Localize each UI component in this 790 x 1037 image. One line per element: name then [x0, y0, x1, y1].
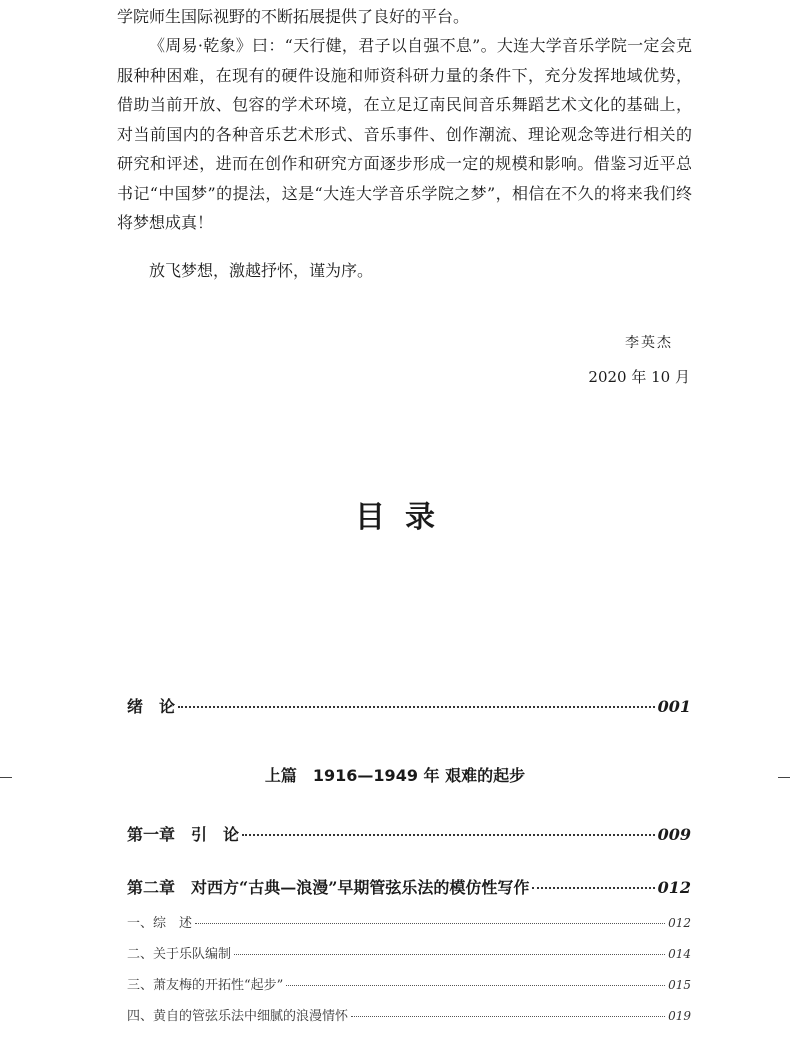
toc-page-number: 001 [657, 697, 691, 716]
toc-entry-chapter-1[interactable] [127, 822, 691, 845]
toc-leader-dots [286, 985, 665, 986]
toc-entry-section[interactable] [127, 974, 691, 993]
preface-paragraph-2: 《周易·乾象》曰：“天行健，君子以自强不息”。大连大学音乐学院一定会克服种种困难，在现有的硬件设施和师资科研力量的条件下，充分发挥地域优势，借助当前开放、包容的学术环境，在立足辽南民间音乐舞蹈艺术文化的基础上，对当前国内的各种音乐艺术形式、音乐事件、创作潮流、理论观念等进行相关的研究和评述，进而在创作和研究方面逐步形成一定的规模和影响。借鉴习近平总书记“中国梦”的提法，这是“大连大学音乐学院之梦”，相信在不久的将来我们终将梦想成真！ [117, 36, 692, 232]
toc-entry-label: 绪 论 [127, 697, 176, 716]
preface-date: 2020 年 10 月 [588, 368, 690, 386]
crop-mark-right [778, 777, 790, 778]
toc-page-number: 015 [668, 978, 691, 992]
preface-paragraph-3: 放飞梦想，激越抒怀，谨为序。 [149, 261, 374, 280]
toc-entry-label: 第二章 对西方“古典—浪漫”早期管弦乐法的模仿性写作 [127, 878, 530, 897]
toc-entry-label: 三、萧友梅的开拓性“起步” [127, 978, 284, 993]
toc-leader-dots [178, 706, 655, 708]
toc-leader-dots [532, 887, 654, 889]
toc-entry-section[interactable] [127, 1005, 691, 1024]
toc-page-number: 019 [668, 1009, 691, 1023]
toc-entry-chapter-2[interactable] [127, 875, 691, 898]
toc-entry-label: 第一章 引 论 [127, 825, 240, 844]
toc-leader-dots [234, 954, 665, 955]
part-heading: 上篇 1916—1949 年 艰难的起步 [264, 766, 526, 785]
toc-page-number: 014 [668, 947, 691, 961]
toc-entry-section[interactable] [127, 912, 691, 931]
toc-leader-dots [351, 1016, 665, 1017]
toc-page-number: 012 [657, 878, 691, 897]
toc-page-number: 012 [668, 916, 691, 930]
toc-entry-label: 四、黄自的管弦乐法中细腻的浪漫情怀 [127, 1009, 349, 1024]
toc-leader-dots [195, 923, 665, 924]
preface-paragraph-1: 学院师生国际视野的不断拓展提供了良好的平台。 [117, 7, 470, 26]
toc-entry-label: 二、关于乐队编制 [127, 947, 232, 962]
toc-entry-section[interactable] [127, 943, 691, 962]
toc-entry-label: 一、综 述 [127, 916, 193, 931]
toc-page-number: 009 [657, 825, 691, 844]
crop-mark-left [0, 777, 12, 778]
toc-title: 目录 [355, 500, 455, 535]
toc-leader-dots [242, 834, 655, 836]
preface-signature: 李英杰 [625, 335, 673, 351]
toc-entry-intro[interactable] [127, 694, 691, 717]
